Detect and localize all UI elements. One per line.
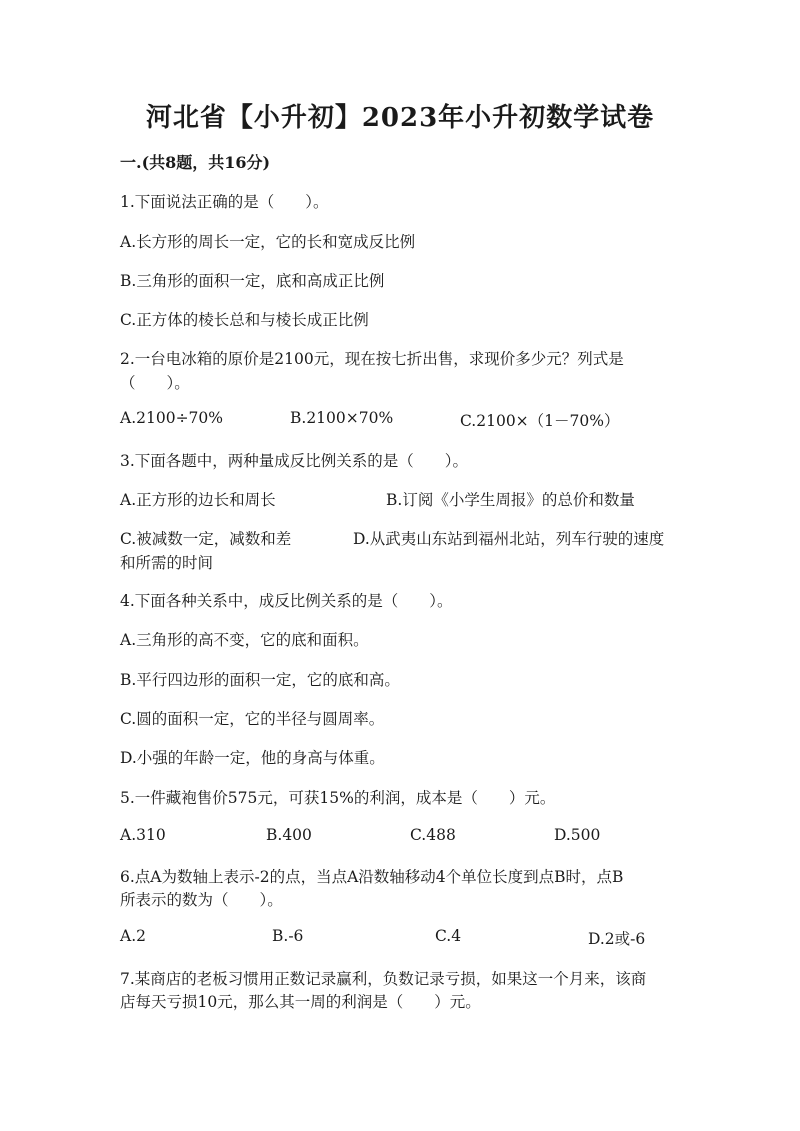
question-1-stem: 1.下面说法正确的是（ ）。	[120, 193, 329, 211]
question-5-option-b: B.400	[266, 826, 312, 844]
question-3-option-c: C.被减数一定，减数和差	[120, 530, 292, 548]
question-6-option-c: C.4	[435, 927, 462, 945]
question-7-stem-line2: 店每天亏损10元，那么其一周的利润是（ ）元。	[120, 993, 481, 1011]
question-6-option-a: A.2	[120, 927, 146, 945]
question-1-option-c: C.正方体的棱长总和与棱长成正比例	[120, 311, 369, 329]
question-4-option-d: D.小强的年龄一定，他的身高与体重。	[120, 749, 385, 767]
question-6-option-b: B.-6	[272, 927, 304, 945]
question-4-option-c: C.圆的面积一定，它的半径与圆周率。	[120, 710, 385, 728]
question-6-option-d: D.2或-6	[588, 930, 646, 948]
question-2-option-a: A.2100÷70%	[120, 409, 224, 427]
question-2-option-c: C.2100×（1－70%）	[460, 412, 620, 430]
question-3-option-d-line2: 和所需的时间	[120, 554, 214, 572]
question-3-stem: 3.下面各题中，两种量成反比例关系的是（ ）。	[120, 452, 469, 470]
question-5-option-c: C.488	[410, 826, 456, 844]
question-4-stem: 4.下面各种关系中，成反比例关系的是（ ）。	[120, 592, 453, 610]
question-6-stem-line1: 6.点A为数轴上表示-2的点，当点A沿数轴移动4个单位长度到点B时，点B	[120, 868, 624, 886]
question-2-option-b: B.2100×70%	[290, 409, 394, 427]
question-5-stem: 5.一件藏袍售价575元，可获15%的利润，成本是（ ）元。	[120, 789, 556, 807]
question-2-stem-line2: （ ）。	[120, 374, 190, 392]
question-1-option-a: A.长方形的周长一定，它的长和宽成反比例	[120, 233, 416, 251]
question-1-option-b: B.三角形的面积一定，底和高成正比例	[120, 272, 385, 290]
section-header: 一.(共8题，共16分)	[120, 153, 271, 172]
question-7-stem-line1: 7.某商店的老板习惯用正数记录赢利，负数记录亏损，如果这一个月来，该商	[120, 970, 647, 988]
question-4-option-a: A.三角形的高不变，它的底和面积。	[120, 631, 369, 649]
question-3-option-b: B.订阅《小学生周报》的总价和数量	[386, 491, 635, 509]
question-6-stem-line2: 所表示的数为（ ）。	[120, 891, 283, 909]
question-4-option-b: B.平行四边形的面积一定，它的底和高。	[120, 671, 400, 689]
exam-title: 河北省【小升初】2023年小升初数学试卷	[145, 103, 655, 133]
question-3-option-a: A.正方形的边长和周长	[120, 491, 276, 509]
question-3-option-d-line1: D.从武夷山东站到福州北站，列车行驶的速度	[353, 530, 665, 548]
question-5-option-d: D.500	[554, 826, 601, 844]
question-2-stem-line1: 2.一台电冰箱的原价是2100元，现在按七折出售，求现价多少元？列式是	[120, 350, 624, 368]
question-5-option-a: A.310	[120, 826, 166, 844]
